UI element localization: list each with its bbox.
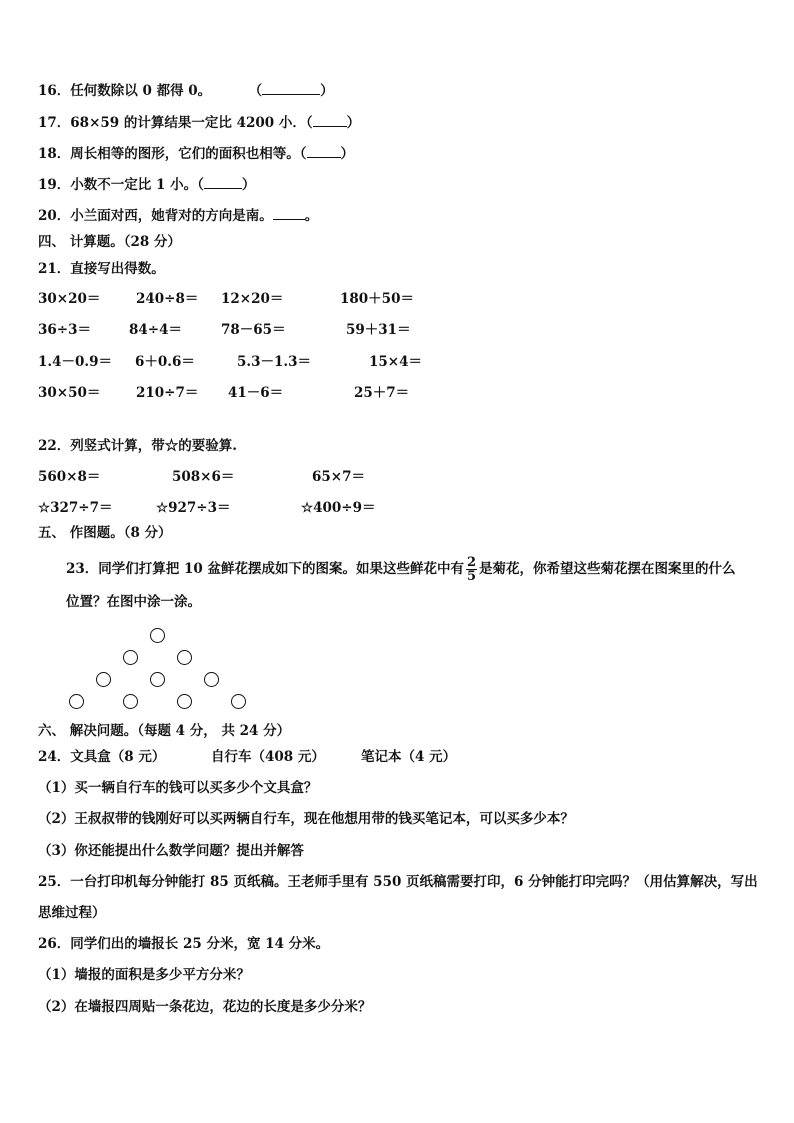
q24-item-1: 24．文具盒（8 元） xyxy=(38,749,166,765)
q17-answer-blank[interactable] xyxy=(313,114,347,127)
q21-r2c2: 84÷4＝ xyxy=(129,322,182,338)
q23-text-after: 是菊花，你希望这些菊花摆在图案里的什么 xyxy=(479,561,736,577)
q21-r4c4: 25＋7＝ xyxy=(354,385,410,401)
flower-circle[interactable] xyxy=(150,672,165,687)
flower-pattern xyxy=(90,622,270,722)
q21-r2c1: 36÷3＝ xyxy=(38,322,91,338)
question-23-line1 xyxy=(66,556,736,583)
question-22-title: 22．列竖式计算，带☆的要验算. xyxy=(38,438,237,454)
q20-text: 20．小兰面对西，她背对的方向是南。 xyxy=(38,208,273,224)
question-23-line2: 位置？在图中涂一涂。 xyxy=(66,594,201,610)
q23-frac-den: 5 xyxy=(466,569,477,584)
q19-close: ） xyxy=(241,177,256,193)
q23-text-before: 23．同学们打算把 10 盆鲜花摆成如下的图案。如果这些鲜花中有 xyxy=(66,561,464,577)
q19-text: 19．小数不一定比 1 小。（ xyxy=(38,177,204,193)
q21-r1c3: 12×20＝ xyxy=(221,291,284,307)
q24-sub2: （2）王叔叔带的钱刚好可以买两辆自行车，现在他想用带的钱买笔记本，可以买多少本？ xyxy=(38,811,574,827)
q17-close: ） xyxy=(346,115,361,131)
flower-circle[interactable] xyxy=(177,650,192,665)
q21-r3c2: 6＋0.6＝ xyxy=(135,354,195,370)
q24-sub3: （3）你还能提出什么数学问题？提出并解答 xyxy=(38,843,304,859)
q25-line1: 25．一台打印机每分钟能打 85 页纸稿。王老师手里有 550 页纸稿需要打印，6 分钟能打印完吗？（用估算解决，写出 xyxy=(38,874,758,890)
flower-circle[interactable] xyxy=(150,628,165,643)
flower-circle[interactable] xyxy=(177,694,192,709)
flower-circle[interactable] xyxy=(231,694,246,709)
q16-paren-close: ） xyxy=(320,83,334,99)
q21-r1c1: 30×20＝ xyxy=(38,291,101,307)
question-16 xyxy=(38,82,334,100)
q22-r2c1: ☆327÷7＝ xyxy=(38,500,113,516)
q20-close: 。 xyxy=(304,208,319,224)
question-17 xyxy=(38,114,360,132)
flower-circle[interactable] xyxy=(204,672,219,687)
q21-r4c1: 30×50＝ xyxy=(38,385,101,401)
q24-item-3: 笔记本（4 元） xyxy=(361,749,457,765)
q21-r3c1: 1.4－0.9＝ xyxy=(38,354,112,370)
q21-r1c4: 180＋50＝ xyxy=(340,291,414,307)
q26-sub2: （2）在墙报四周贴一条花边，花边的长度是多少分米？ xyxy=(38,999,372,1015)
flower-circle[interactable] xyxy=(123,694,138,709)
q18-answer-blank[interactable] xyxy=(307,145,341,158)
q21-r4c2: 210÷7＝ xyxy=(136,385,199,401)
question-18 xyxy=(38,145,354,163)
section-6-heading: 六、 解决问题。（每题 4 分， 共 24 分） xyxy=(38,723,291,739)
q19-answer-blank[interactable] xyxy=(204,176,242,189)
q25-line2: 思维过程） xyxy=(38,905,106,921)
section-5-heading: 五、 作图题。（8 分） xyxy=(38,525,172,541)
q16-answer-blank[interactable] xyxy=(262,82,320,95)
q21-r2c4: 59＋31＝ xyxy=(346,322,411,338)
q26-title: 26．同学们出的墙报长 25 分米，宽 14 分米。 xyxy=(38,936,330,952)
q16-paren-open: （ xyxy=(248,83,263,99)
q24-item-2: 自行车（408 元） xyxy=(211,749,325,765)
q21-r1c2: 240÷8＝ xyxy=(136,291,199,307)
q24-sub1: （1）买一辆自行车的钱可以买多少个文具盒？ xyxy=(38,780,318,796)
q23-fraction xyxy=(466,556,477,583)
section-4-heading: 四、 计算题。（28 分） xyxy=(38,234,181,250)
q22-r1c1: 560×8＝ xyxy=(38,469,101,485)
question-20 xyxy=(38,207,318,225)
q21-r2c3: 78－65＝ xyxy=(221,322,286,338)
question-19 xyxy=(38,176,255,194)
q21-r3c4: 15×4＝ xyxy=(369,354,422,370)
q21-r3c3: 5.3－1.3＝ xyxy=(237,354,311,370)
q18-text: 18．周长相等的图形，它们的面积也相等。（ xyxy=(38,146,307,162)
q22-r1c3: 65×7＝ xyxy=(312,469,365,485)
q22-r2c2: ☆927÷3＝ xyxy=(156,500,231,516)
flower-circle[interactable] xyxy=(123,650,138,665)
q16-text: 16．任何数除以 0 都得 0。 xyxy=(38,83,212,99)
q22-r1c2: 508×6＝ xyxy=(172,469,235,485)
question-21-title: 21．直接写出得数。 xyxy=(38,261,165,277)
q17-text: 17．68×59 的计算结果一定比 4200 小．（ xyxy=(38,115,313,131)
q22-r2c3: ☆400÷9＝ xyxy=(301,500,376,516)
q26-sub1: （1）墙报的面积是多少平方分米？ xyxy=(38,967,250,983)
q18-close: ） xyxy=(340,146,355,162)
q21-r4c3: 41－6＝ xyxy=(228,385,284,401)
flower-circle[interactable] xyxy=(96,672,111,687)
flower-circle[interactable] xyxy=(69,694,84,709)
q23-frac-num: 2 xyxy=(466,555,477,570)
q20-answer-blank[interactable] xyxy=(273,207,305,220)
